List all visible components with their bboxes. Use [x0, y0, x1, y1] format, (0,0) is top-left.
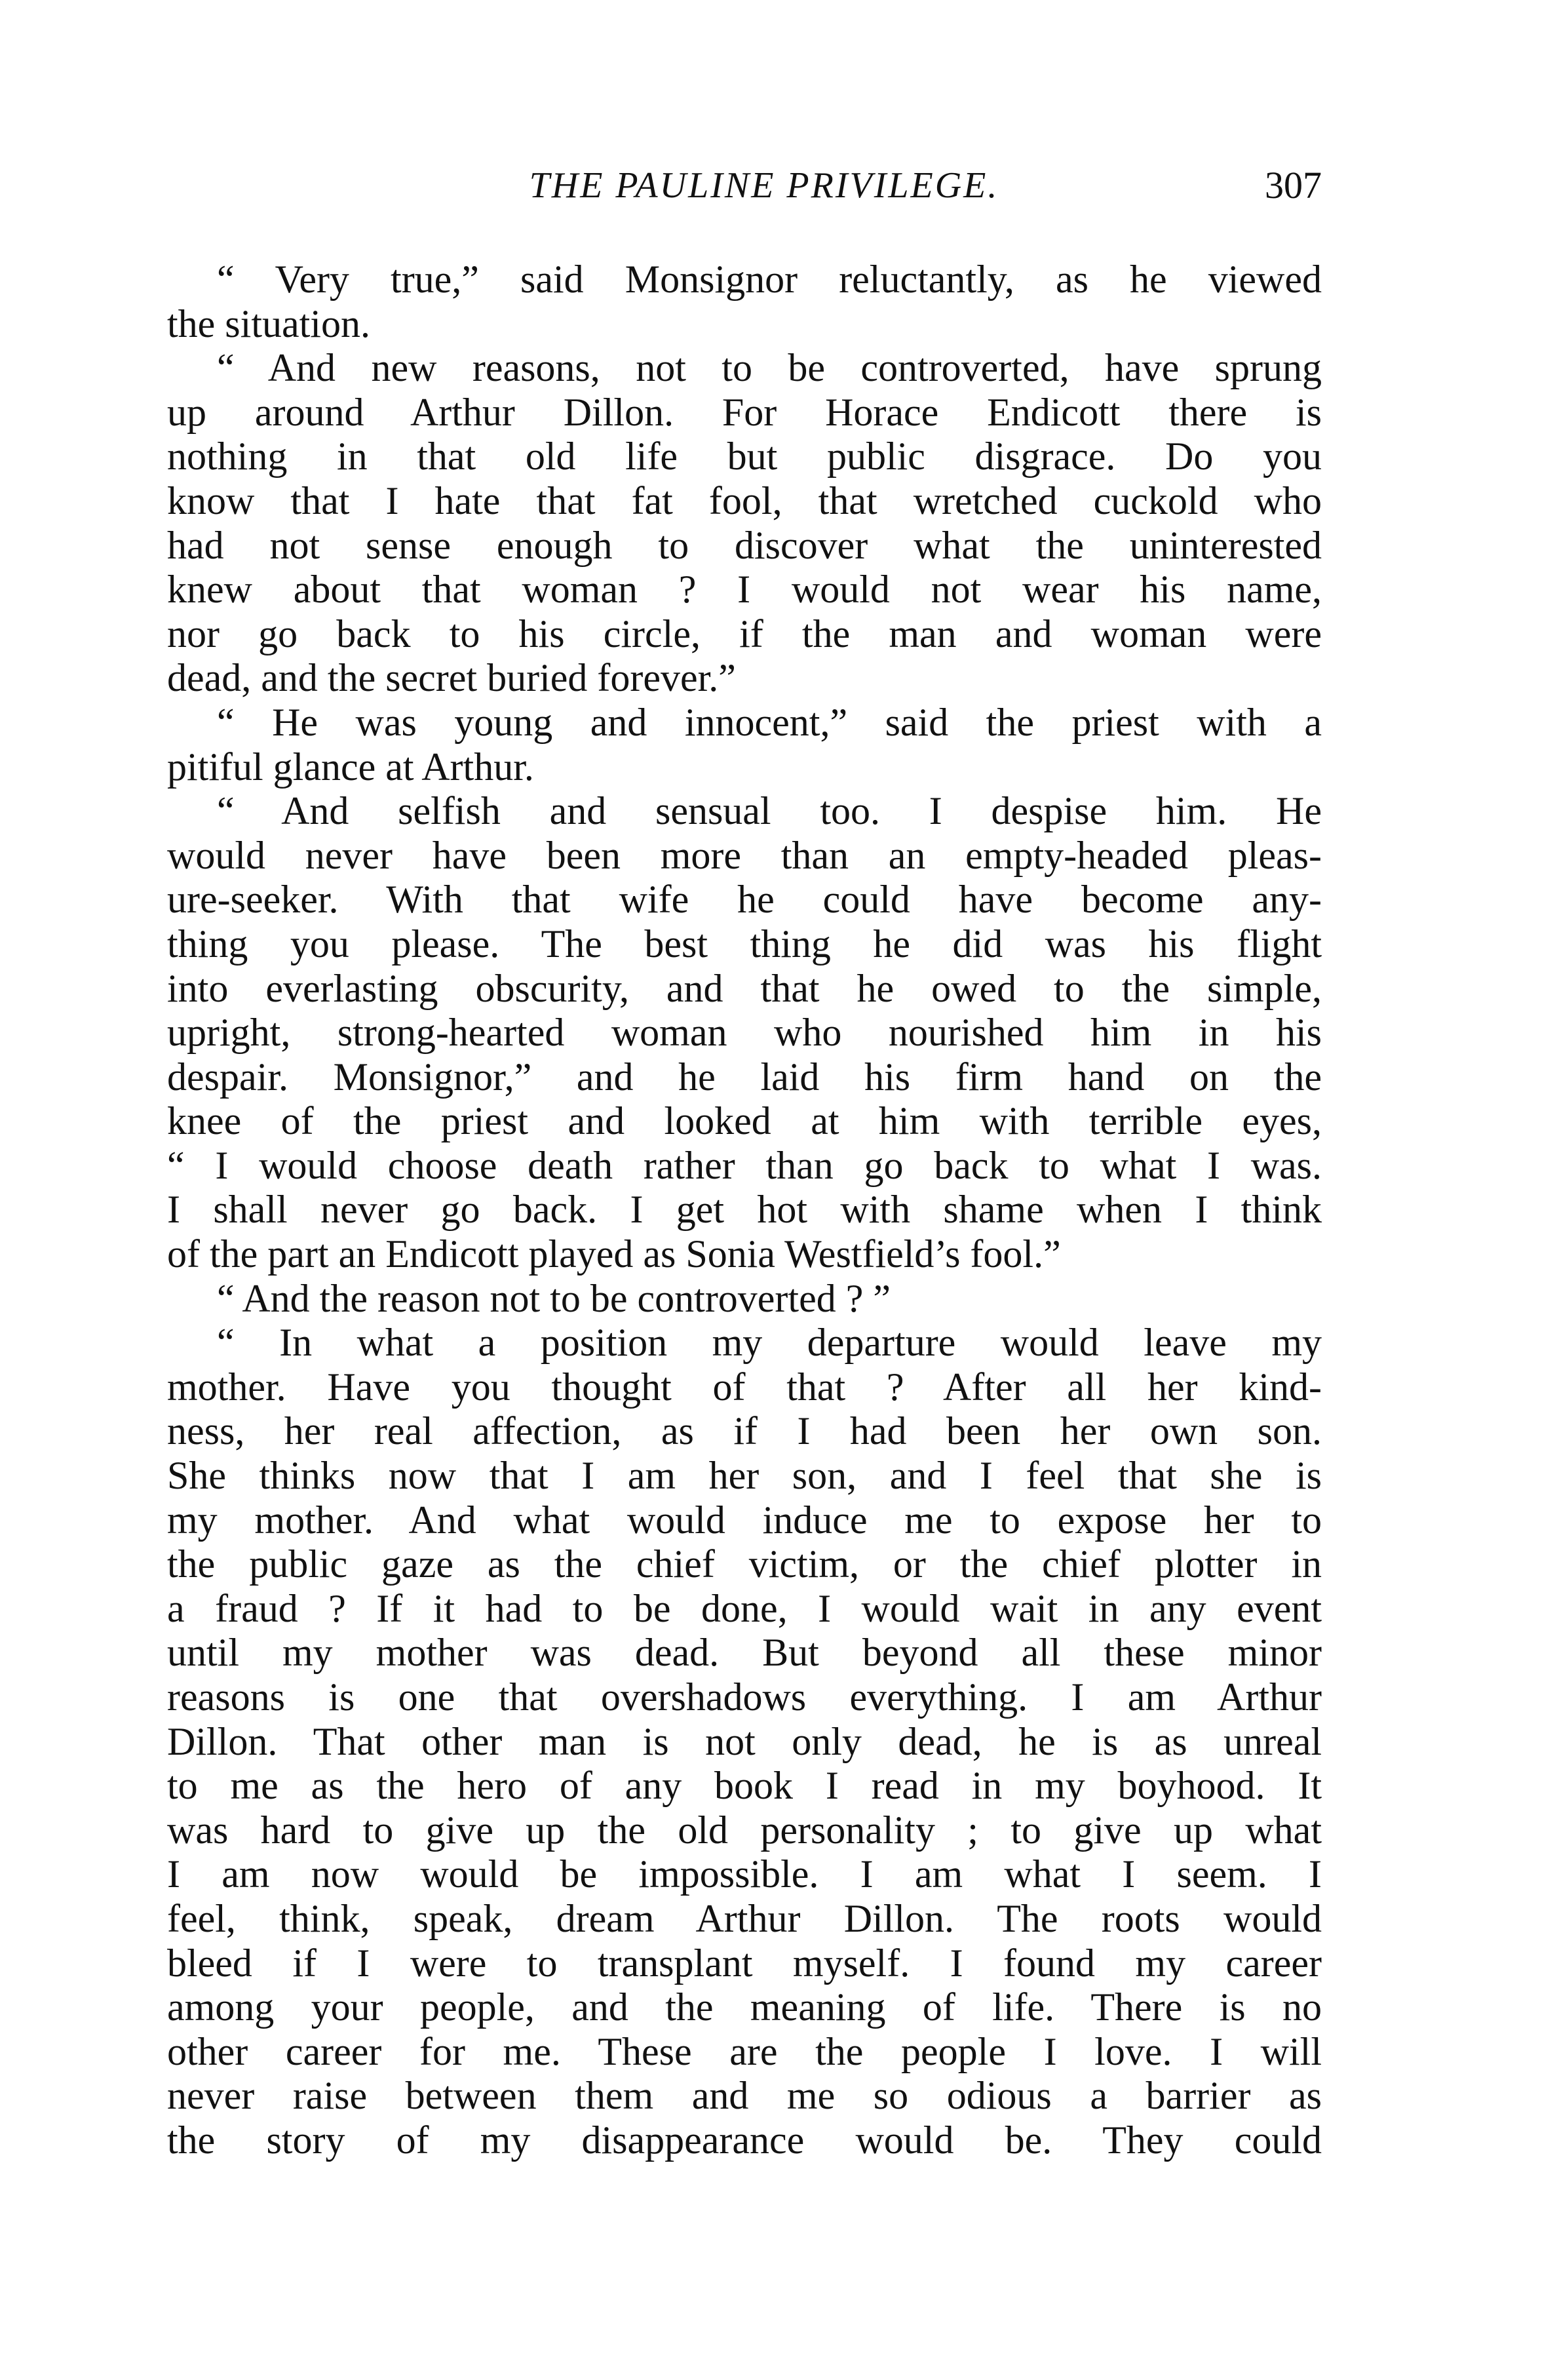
text-line: knee of the priest and looked at him with terrible eyes, [167, 1099, 1322, 1143]
text-line: I shall never go back. I get hot with shame when I think [167, 1188, 1322, 1232]
text-line: thing you please. The best thing he did was his flight [167, 922, 1322, 966]
text-line: “ And new reasons, not to be controverted, have sprung [217, 346, 1322, 390]
page-number: 307 [1265, 164, 1322, 206]
text-line: to me as the hero of any book I read in my boyhood. It [167, 1764, 1322, 1808]
text-line: had not sense enough to discover what the uninterested [167, 523, 1322, 567]
text-line: mother. Have you thought of that ? After all her kind- [167, 1365, 1322, 1409]
text-line: of the part an Endicott played as Sonia Westfield’s fool.” [167, 1232, 1061, 1276]
text-line: the situation. [167, 302, 370, 345]
text-line: knew about that woman ? I would not wear his name, [167, 568, 1322, 612]
text-line: dead, and the secret buried forever.” [167, 656, 736, 700]
running-head [167, 156, 1322, 215]
text-line: up around Arthur Dillon. For Horace Endicott there is [167, 390, 1322, 434]
text-line: never raise between them and me so odious a barrier as [167, 2074, 1322, 2118]
text-line: know that I hate that fat fool, that wretched cuckold who [167, 478, 1322, 522]
text-line: “ In what a position my departure would leave my [217, 1321, 1322, 1365]
text-line: “ And selfish and sensual too. I despise him. He [217, 789, 1322, 833]
text-line: “ He was young and innocent,” said the priest with a [217, 700, 1322, 744]
text-line: pitiful glance at Arthur. [167, 745, 534, 789]
text-line: “ And the reason not to be controverted ? ” [217, 1276, 891, 1320]
text-line: other career for me. These are the people I love. I will [167, 2029, 1322, 2073]
text-line: She thinks now that I am her son, and I feel that she is [167, 1454, 1322, 1498]
text-line: the story of my disappearance would be. They could [167, 2118, 1322, 2162]
text-line: upright, strong-hearted woman who nourished him in his [167, 1011, 1322, 1055]
text-line: bleed if I were to transplant myself. I found my career [167, 1941, 1322, 1985]
text-line: feel, think, speak, dream Arthur Dillon. The roots would [167, 1896, 1322, 1940]
text-line: ure-seeker. With that wife he could have become any- [167, 878, 1322, 922]
text-line: nothing in that old life but public disgrace. Do you [167, 435, 1322, 478]
text-line: into everlasting obscurity, and that he owed to the simple, [167, 966, 1322, 1010]
text-line: nor go back to his circle, if the man and woman were [167, 612, 1322, 655]
text-line: reasons is one that overshadows everything. I am Arthur [167, 1675, 1322, 1719]
text-line: a fraud ? If it had to be done, I would wait in any event [167, 1586, 1322, 1630]
running-title: THE PAULINE PRIVILEGE. [529, 165, 999, 206]
text-line: despair. Monsignor,” and he laid his firm hand on the [167, 1055, 1322, 1099]
text-line: “ I would choose death rather than go back to what I was. [167, 1143, 1322, 1187]
text-line: my mother. And what would induce me to expose her to [167, 1498, 1322, 1542]
text-line: was hard to give up the old personality ; to give up what [167, 1808, 1322, 1852]
text-line: the public gaze as the chief victim, or the chief plotter in [167, 1542, 1322, 1586]
body-text [167, 258, 1322, 2163]
text-line: I am now would be impossible. I am what I seem. I [167, 1852, 1322, 1896]
text-line: until my mother was dead. But beyond all these minor [167, 1631, 1322, 1675]
text-line: would never have been more than an empty-headed pleas- [167, 833, 1322, 877]
text-line: among your people, and the meaning of life. There is no [167, 1985, 1322, 2029]
text-line: ness, her real affection, as if I had been her own son. [167, 1409, 1322, 1453]
text-line: Dillon. That other man is not only dead, he is as unreal [167, 1719, 1322, 1763]
text-line: “ Very true,” said Monsignor reluctantly, as he viewed [217, 258, 1322, 301]
